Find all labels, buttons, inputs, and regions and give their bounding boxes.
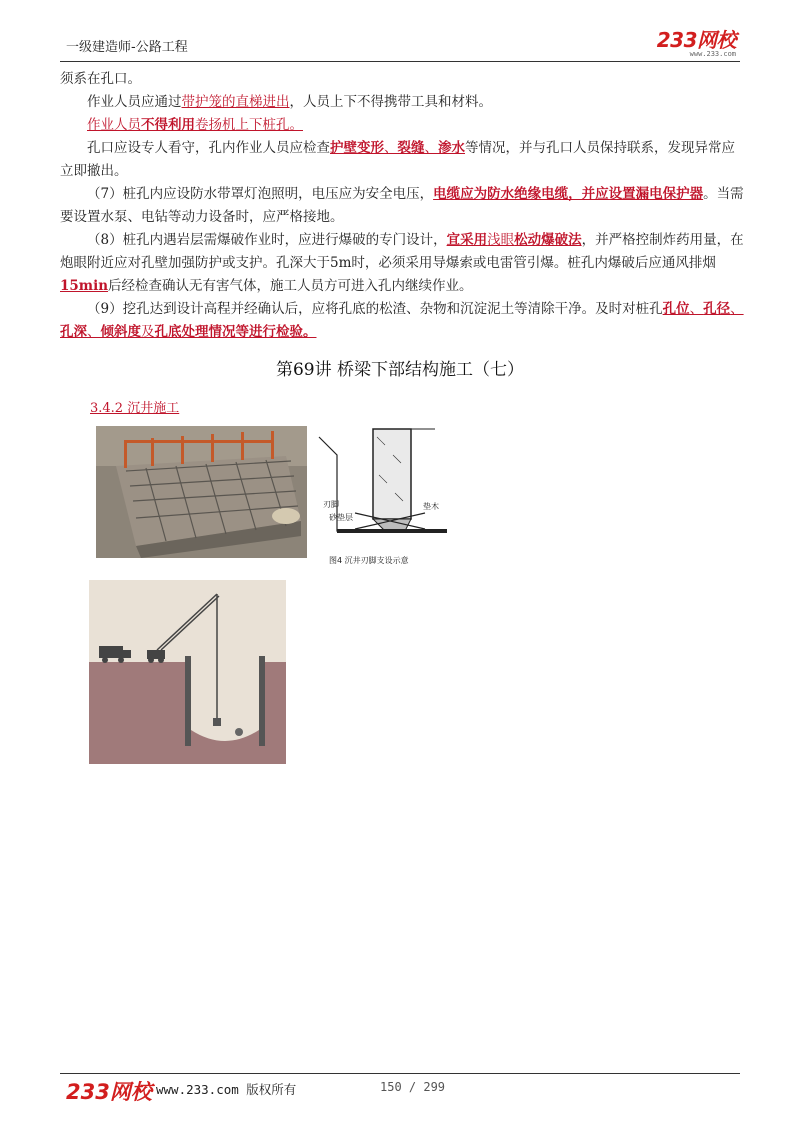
page-header xyxy=(60,30,740,60)
logo-text: 233网校 xyxy=(656,28,736,52)
label-wood: 垫木 xyxy=(423,502,439,511)
brand-logo xyxy=(657,30,736,58)
footer-logo: 233网校 xyxy=(66,1080,152,1104)
header-divider xyxy=(60,61,740,62)
label-sand: 砂垫层 xyxy=(329,513,353,522)
label-blade: 刃脚 xyxy=(323,500,339,509)
paragraph-1: 须系在孔口。 xyxy=(60,71,141,87)
diagram-caption: 图4 沉井刃脚支设示意 xyxy=(329,556,409,565)
paragraph-5: （7）桩孔内应设防水带罩灯泡照明，电压应为安全电压，电缆应为防水绝缘电缆，并应设置漏电保护器。当需要设置水泵、电钻等动力设备时，应严格接地。 xyxy=(60,186,744,225)
lecture-heading: 第69讲 桥梁下部结构施工（七） xyxy=(275,360,525,380)
paragraph-7: （9）挖孔达到设计高程并经确认后，应将孔底的松渣、杂物和沉淀泥土等清除干净。及时对桩孔孔位、孔径、孔深、倾斜度及孔底处理情况等进行检验。 xyxy=(60,301,744,340)
blade-support-diagram xyxy=(315,425,455,570)
body-text xyxy=(60,68,744,344)
footer-divider xyxy=(60,1073,740,1074)
paragraph-2: 作业人员应通过带护笼的直梯进出，人员上下不得携带工具和材料。 xyxy=(87,94,492,110)
excavation-illustration xyxy=(89,580,286,764)
caisson-photo xyxy=(96,426,307,558)
header-title: 一级建造师-公路工程 xyxy=(66,40,188,55)
footer-copyright[interactable]: www.233.com 版权所有 xyxy=(156,1082,297,1097)
paragraph-3: 作业人员不得利用卷扬机上下桩孔。 xyxy=(87,117,303,133)
logo-url: www.233.com xyxy=(689,50,736,58)
paragraph-4: 孔口应设专人看守，孔内作业人员应检查护壁变形、裂缝、渗水等情况，并与孔口人员保持联系，发现异常应立即撤出。 xyxy=(60,140,735,179)
paragraph-6: （8）桩孔内遇岩层需爆破作业时，应进行爆破的专门设计，宜采用浅眼松动爆破法，并严格控制炸药用量，在炮眼附近应对孔壁加强防护或支护。孔深大于5m时，必须采用导爆索或电雷管引爆。桩孔内爆破后应通风排烟15min后经检查确认无有害气体，施工人员方可进入孔内继续作业。 xyxy=(60,232,744,294)
page-number: 150 / 299 xyxy=(380,1080,446,1094)
section-subheading: 3.4.2 沉井施工 xyxy=(90,401,180,416)
